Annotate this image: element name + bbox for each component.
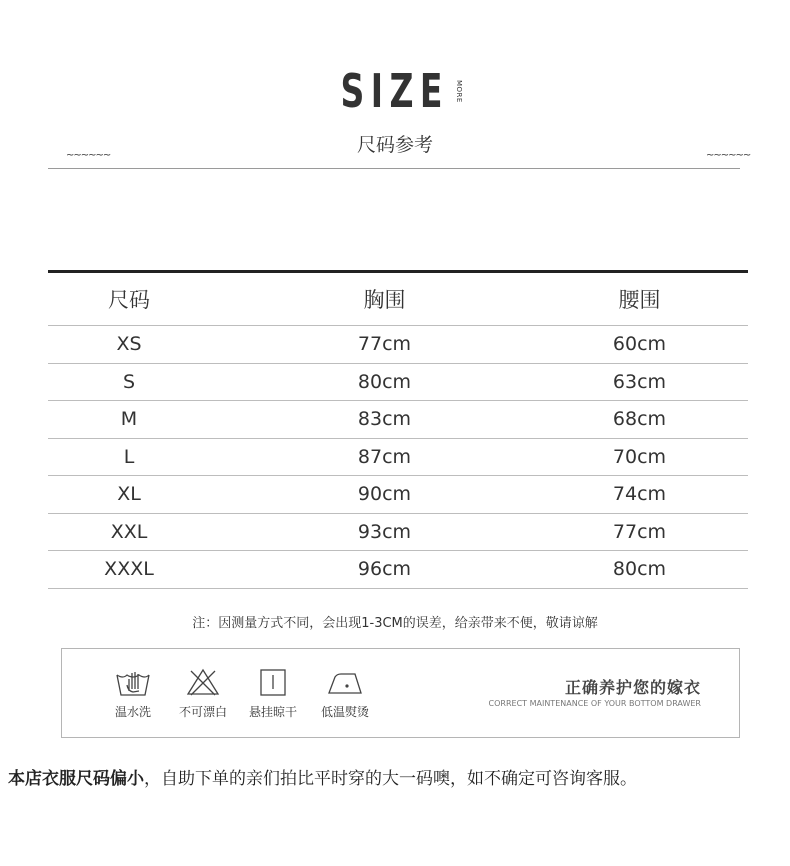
bust-cell: 87cm	[357, 445, 412, 468]
header-waist: 腰围	[618, 288, 661, 312]
size-title-text: SIZE	[340, 64, 450, 118]
size-notice	[8, 764, 637, 789]
size-cell: M	[120, 408, 138, 431]
care-subtitle: CORRECT MAINTENANCE OF YOUR BOTTOM DRAWER	[488, 699, 701, 708]
waist-cell: 77cm	[612, 520, 667, 543]
size-cell: XL	[117, 483, 141, 506]
waist-cell: 70cm	[612, 445, 667, 468]
size-cell: S	[122, 370, 136, 393]
bust-cell: 80cm	[357, 370, 412, 393]
waist-cell: 60cm	[612, 333, 667, 356]
table-row	[48, 514, 748, 552]
waist-cell: 74cm	[612, 483, 667, 506]
bust-cell: 93cm	[357, 520, 412, 543]
size-table	[48, 273, 748, 589]
table-row	[48, 476, 748, 514]
care-label: 不可漂白	[178, 705, 227, 719]
table-row	[48, 401, 748, 439]
waist-cell: 63cm	[612, 370, 667, 393]
size-title-more: MORE	[455, 80, 463, 103]
care-instructions-box	[61, 648, 740, 738]
bust-cell: 96cm	[357, 558, 412, 581]
wave-decoration-left: ~~~~~~	[66, 150, 111, 161]
measurement-note: 注：因测量方式不同，会出现1-3CM的误差，给亲带来不便，敬请谅解	[192, 616, 598, 631]
size-notice-highlight: 本店衣服尺码偏小	[8, 769, 144, 789]
wave-decoration-right: ~~~~~~	[706, 150, 751, 161]
waist-cell: 80cm	[612, 558, 667, 581]
size-notice-text: ，自助下单的亲们拍比平时穿的大一码噢，如不确定可咨询客服。	[144, 769, 637, 789]
care-label: 低温熨烫	[320, 705, 369, 719]
size-title	[0, 64, 790, 118]
table-row	[48, 326, 748, 364]
care-label: 悬挂晾干	[248, 705, 297, 719]
page-subtitle: 尺码参考	[356, 134, 433, 156]
size-cell: XXL	[110, 520, 148, 543]
table-row	[48, 439, 748, 477]
size-cell: XXXL	[104, 558, 154, 581]
bust-cell: 83cm	[357, 408, 412, 431]
table-header-row	[48, 273, 748, 326]
no-bleach-icon	[183, 667, 223, 697]
low-iron-icon	[325, 667, 365, 697]
hand-wash-icon	[113, 667, 153, 697]
size-cell: XS	[116, 333, 142, 356]
size-cell: L	[123, 445, 135, 468]
table-row	[48, 364, 748, 402]
care-label: 温水洗	[114, 705, 151, 719]
care-title: 正确养护您的嫁衣	[564, 678, 701, 697]
waist-cell: 68cm	[612, 408, 667, 431]
hang-dry-icon	[253, 667, 293, 697]
header-bust: 胸围	[363, 288, 406, 312]
bust-cell: 90cm	[357, 483, 412, 506]
bust-cell: 77cm	[357, 333, 412, 356]
table-row	[48, 551, 748, 589]
header-size: 尺码	[108, 288, 150, 312]
header-divider	[48, 168, 740, 169]
